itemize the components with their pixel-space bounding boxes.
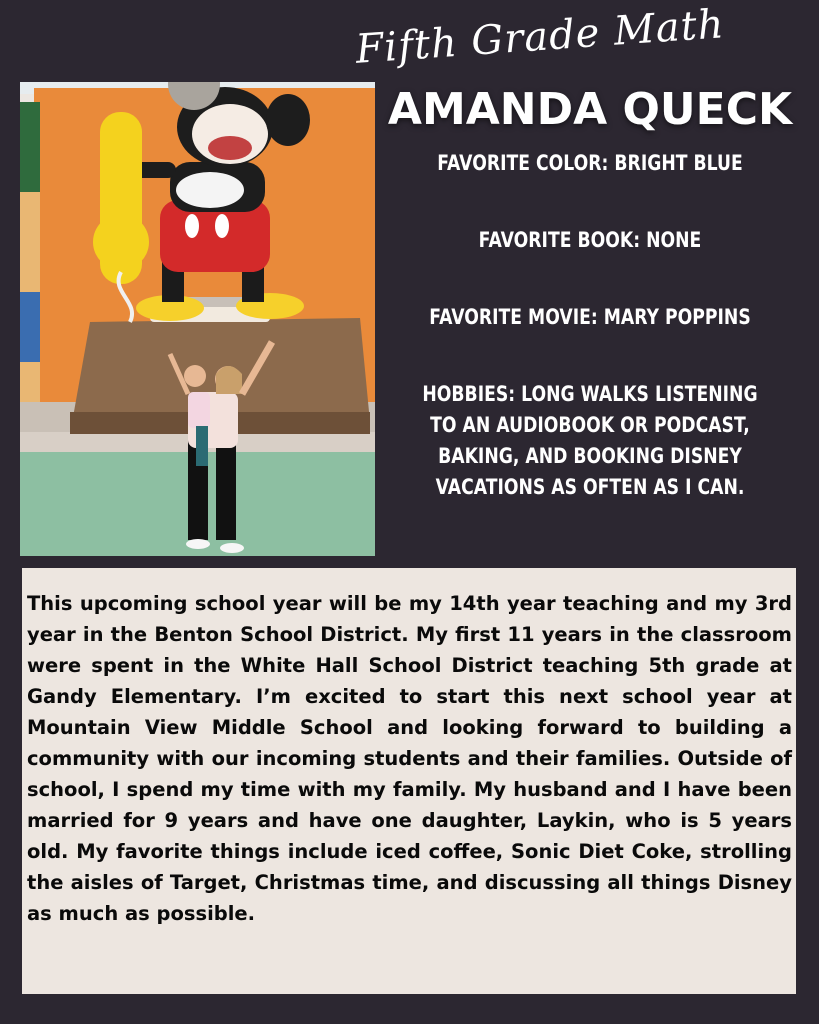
favorite-movie: FAVORITE MOVIE: MARY POPPINS [429, 305, 751, 329]
hobbies: HOBBIES: LONG WALKS LISTENING TO AN AUDIOBOOK OR PODCAST, BAKING, AND BOOKING DISNEY VACATIONS AS OFTEN AS I CAN. [422, 382, 758, 499]
bio-panel [22, 568, 796, 994]
favorites-list [418, 148, 762, 549]
subject-title: Fifth Grade Math [354, 1, 726, 73]
bio-text: This upcoming school year will be my 14th year teaching and my 3rd year in the Benton School District. My first 11 years in the classroom were spent in the White Hall School District teaching 5th grade at Gandy Elementary. I’m excited to start this next school year at Mountain View Middle School and looking forward to building a community with our incoming students and their families. Outside of school, I spend my time with my family. My husband and I have been married for 9 years and have one daughter, Laykin, who is 5 years old. My favorite things include iced coffee, Sonic Diet Coke, strolling the aisles of Target, Christmas time, and discussing all things Disney as much as possible. [27, 592, 792, 925]
teacher-photo [20, 82, 375, 556]
favorite-color: FAVORITE COLOR: BRIGHT BLUE [437, 151, 743, 175]
favorite-book: FAVORITE BOOK: NONE [478, 228, 702, 252]
teacher-name: AMANDA QUECK [387, 84, 793, 135]
